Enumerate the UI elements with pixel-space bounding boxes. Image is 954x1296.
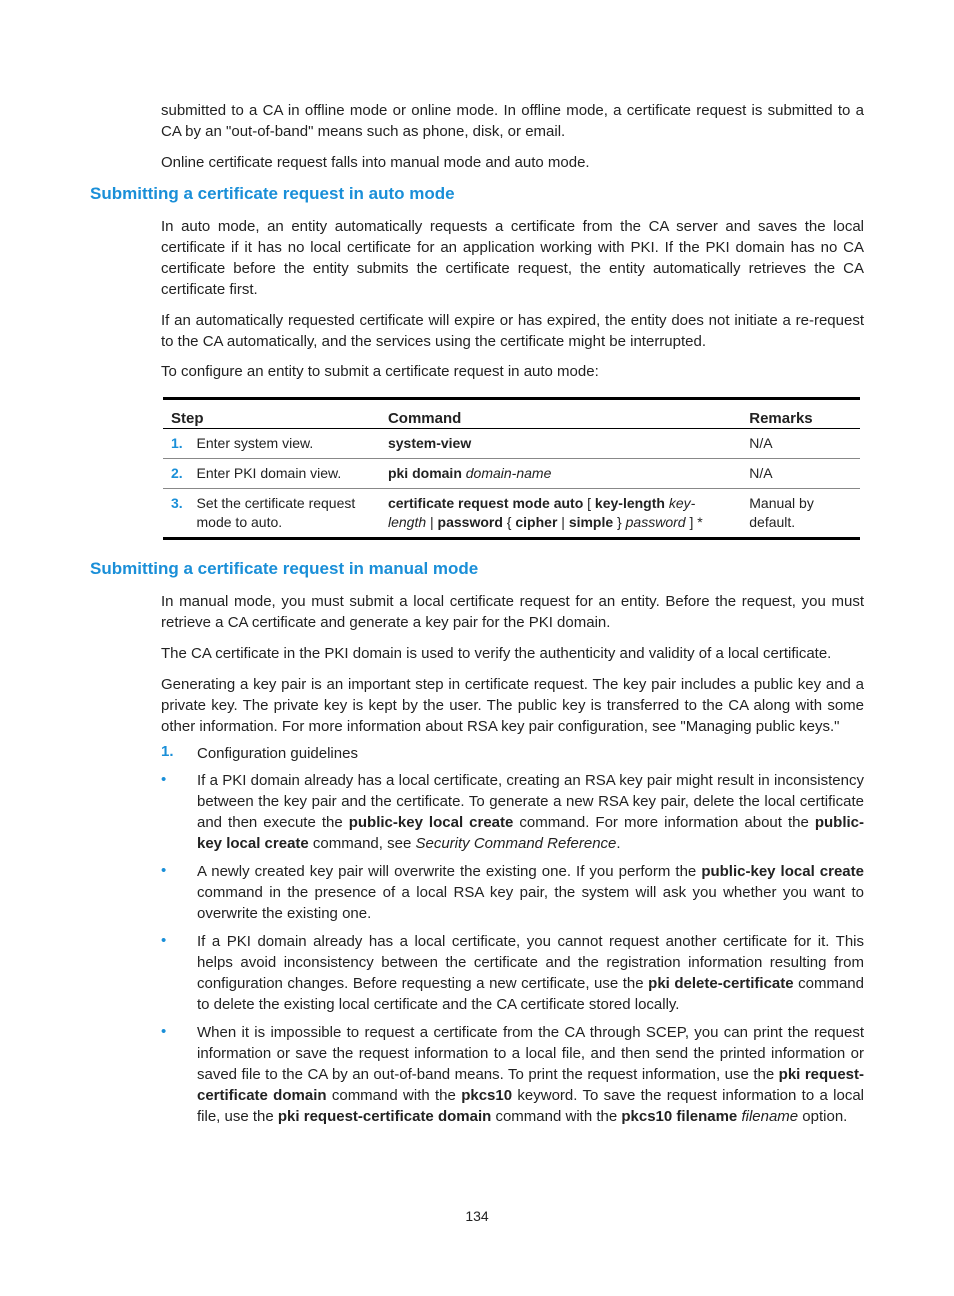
bullet-item (197, 770, 864, 854)
italic-text: password (625, 514, 686, 530)
bold-text: public-key local create (197, 814, 864, 852)
text-run: In manual mode, you must submit a local certificate request for an entity. Before the request, you must retrieve a CA certificate and generate a key pair for the PKI domain. (161, 593, 864, 631)
bold-text: key-length (594, 495, 669, 511)
table-row (163, 429, 860, 459)
list-title: Configuration guidelines (197, 745, 358, 762)
step-description: Enter PKI domain view. (189, 459, 380, 489)
header-command: Command (380, 399, 741, 429)
text-run: A newly created key pair will overwrite the existing one. If you perform the (197, 863, 702, 880)
bullet-icon: • (161, 1023, 167, 1040)
table-header-row (163, 399, 860, 429)
text-run: The CA certificate in the PKI domain is used to verify the authenticity and validity of a local certificate. (161, 645, 832, 662)
step-remarks: N/A (741, 429, 860, 459)
bullet-item (197, 1022, 864, 1127)
text-run: command. For more information about the (513, 814, 815, 831)
italic-text: key-length (387, 495, 696, 530)
text-run: ] * (685, 514, 703, 530)
bold-text: pkcs10 filename (621, 1108, 742, 1125)
bullet-item (197, 931, 864, 1015)
step-command (380, 429, 741, 459)
section-heading-auto: Submitting a certificate request in auto mode (90, 184, 455, 203)
text-run: command with the (491, 1108, 622, 1125)
body-paragraph (161, 310, 864, 352)
step-description: Set the certificate request mode to auto. (196, 495, 356, 530)
header-step: Step (163, 399, 380, 429)
step-remarks: Manual by default. (749, 495, 814, 530)
italic-text: domain-name (465, 465, 552, 481)
bold-text: public-key local create (701, 863, 864, 880)
italic-text: Security Command Reference (415, 835, 617, 852)
bold-text: pki domain (387, 465, 466, 481)
header-remarks: Remarks (741, 399, 860, 429)
table-row (163, 459, 860, 489)
bullet-icon: • (161, 771, 167, 788)
list-number: 1. (161, 743, 174, 760)
bullet-icon: • (161, 932, 167, 949)
bold-text: public-key local create (348, 814, 514, 831)
text-run: If a PKI domain already has a local certificate, you cannot request another certificate for it. This helps avoid inconsistency between the certificate and the registration information resulting from configuration changes. Before requesting a new certificate, use the (197, 933, 864, 992)
body-paragraph (161, 361, 864, 382)
bullet-icon: • (161, 862, 167, 879)
bold-text: certificate request mode auto (387, 495, 584, 511)
text-run: [ (583, 495, 595, 511)
step-description: Enter system view. (189, 429, 380, 459)
config-table (163, 397, 860, 540)
text-run: If an automatically requested certificate will expire or has expired, the entity does not initiate a re-request to the CA automatically, and the services using the certificate might be interrupted. (161, 312, 864, 350)
bold-text: pki delete-certificate (648, 975, 794, 992)
step-number: 3. (171, 495, 183, 511)
page-number: 134 (465, 1208, 489, 1224)
text-run: To configure an entity to submit a certificate request in auto mode: (161, 363, 599, 380)
bold-text: pki request-certificate domain (277, 1108, 492, 1125)
step-command (380, 459, 741, 489)
section-heading-manual: Submitting a certificate request in manual mode (90, 559, 479, 578)
body-paragraph (161, 591, 864, 633)
step-remarks: N/A (741, 459, 860, 489)
text-run: | (557, 514, 569, 530)
text-run: { (502, 514, 516, 530)
bullet-item (197, 861, 864, 924)
text-run: Online certificate request falls into manual mode and auto mode. (161, 154, 590, 171)
text-run: command in the presence of a local RSA key pair, the system will ask you whether you want to overwrite the existing one. (197, 884, 864, 922)
step-number: 1. (163, 429, 189, 459)
bold-text: cipher (515, 514, 558, 530)
text-run: option. (798, 1108, 848, 1125)
table-row (163, 489, 860, 539)
text-run: When it is impossible to request a certificate from the CA through SCEP, you can print the request information or save the request information to a local file, and then send the printed information or saved file to the CA by an out-of-band means. To print the request information, use the (197, 1024, 864, 1083)
body-paragraph (161, 643, 864, 664)
text-run: . (616, 835, 621, 852)
text-run: } (613, 514, 626, 530)
text-run: Generating a key pair is an important step in certificate request. The key pair includes a public key and a private key. The private key is kept by the user. The public key is transferred to the CA along with some other information. For more information about RSA key pair configuration, see "Managing public keys." (161, 676, 864, 735)
bold-text: password (437, 514, 503, 530)
step-number: 2. (163, 459, 189, 489)
text-run: command to delete the existing local certificate and the CA certificate stored locally. (197, 975, 864, 1013)
intro-paragraph (161, 100, 864, 142)
text-run: command with the (326, 1087, 462, 1104)
bold-text: pkcs10 (461, 1087, 513, 1104)
body-paragraph (161, 216, 864, 300)
text-run: In auto mode, an entity automatically requests a certificate from the CA server and saves the local certificate if it has no local certificate for an application working with PKI. If the PKI domain has no CA certificate before the entity submits the certificate request, the entity automatically retrieves the CA certificate first. (161, 218, 864, 298)
text-run: keyword. To save the request information to a local file, use the (197, 1087, 865, 1125)
bold-text: system-view (387, 435, 472, 451)
bold-text: pki request-certificate domain (197, 1066, 864, 1104)
text-run: If a PKI domain already has a local certificate, creating an RSA key pair might result in inconsistency between the key pair and the certificate. To generate a new RSA key pair, delete the local certificate and then execute the (197, 772, 864, 831)
text-run: command, see (308, 835, 416, 852)
body-paragraph (161, 674, 864, 737)
italic-text: filename (741, 1108, 799, 1125)
intro-paragraph (161, 152, 864, 173)
step-command (380, 489, 741, 539)
text-run: | (426, 514, 438, 530)
text-run: submitted to a CA in offline mode or online mode. In offline mode, a certificate request is submitted to a CA by an "out-of-band" means such as phone, disk, or email. (161, 102, 864, 140)
bold-text: simple (568, 514, 614, 530)
